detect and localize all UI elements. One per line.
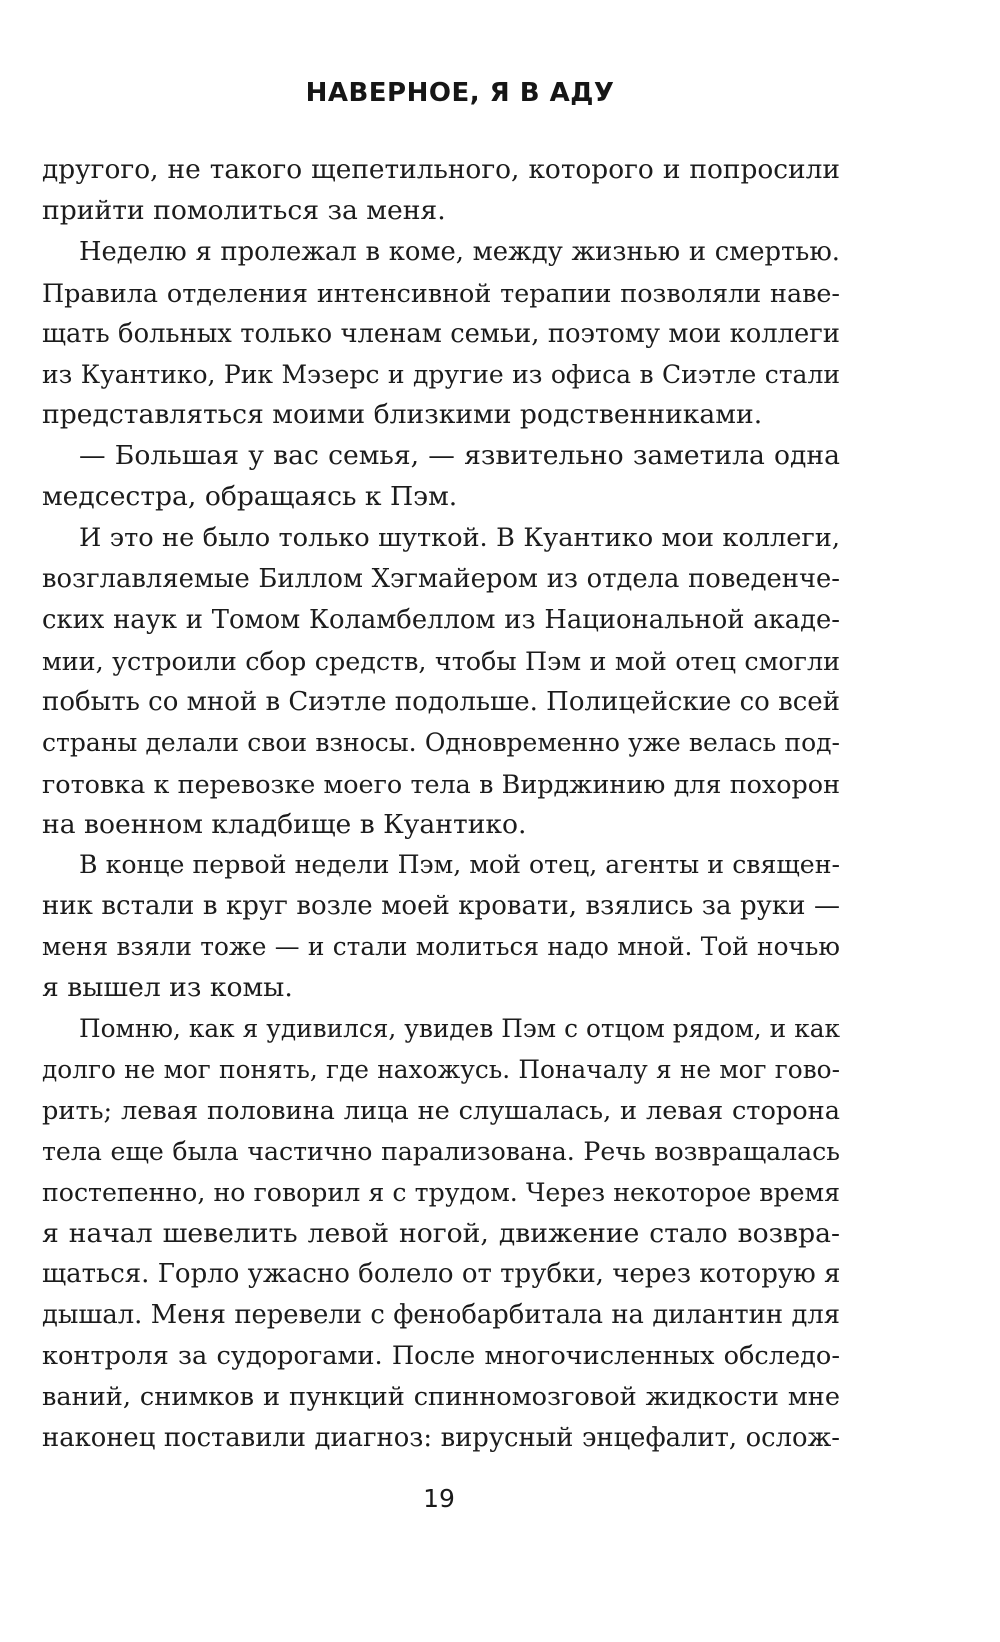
text-line: другого, не такого щепетильного, которого и попросили: [42, 154, 840, 185]
text-line: Правила отделения интенсивной терапии позволяли наве-: [42, 277, 840, 308]
text-line: из Куантико, Рик Мэзерс и другие из офиса в Сиэтле стали: [42, 359, 840, 389]
text-line: долго не мог понять, где нахожусь. Поначалу я не мог гово-: [42, 1054, 840, 1084]
text-line: страны делали свои взносы. Одновременно уже велась под-: [42, 727, 840, 757]
text-line: ник встали в круг возле моей кровати, взялись за руки —: [42, 891, 840, 922]
text-line: на военном кладбище в Куантико.: [42, 808, 527, 840]
text-line: готовка к перевозке моего тела в Вирджинию для похорон: [42, 768, 840, 799]
text-line: рить; левая половина лица не слушалась, и левая сторона: [42, 1095, 840, 1126]
text-line: щать больных только членам семьи, поэтому мои коллеги: [42, 318, 840, 349]
text-line: меня взяли тоже — и стали молиться надо мной. Той ночью: [42, 932, 840, 962]
text-line: медсестра, обращаясь к Пэм.: [42, 481, 458, 513]
body-text: [42, 150, 840, 1459]
text-line: Помню, как я удивился, увидев Пэм с отцом рядом, и как: [79, 1014, 840, 1044]
text-line: побыть со мной в Сиэтле подольше. Полицейские со всей: [42, 686, 840, 717]
text-line: возглавляемые Биллом Хэгмайером из отдела поведенче-: [42, 564, 840, 595]
text-line: я вышел из комы.: [42, 972, 293, 1004]
text-line: прийти помолиться за меня.: [42, 194, 446, 226]
text-line: В конце первой недели Пэм, мой отец, агенты и священ-: [79, 850, 840, 880]
text-line: щаться. Горло ужасно болело от трубки, через которую я: [42, 1259, 841, 1290]
text-line: дышал. Меня перевели с фенобарбитала на дилантин для: [42, 1300, 840, 1331]
running-head: НАВЕРНОЕ, Я В АДУ: [305, 78, 615, 108]
text-line: контроля за судорогами. После многочисленных обследо-: [42, 1341, 840, 1372]
text-line: Неделю я пролежал в коме, между жизнью и смертью.: [79, 236, 840, 267]
text-line: постепенно, но говорил я с трудом. Через некоторое время: [42, 1177, 840, 1207]
page-number: 19: [423, 1484, 455, 1513]
text-line: И это не было только шуткой. В Куантико мои коллеги,: [79, 523, 840, 554]
text-line: — Большая у вас семья, — язвительно заметила одна: [79, 440, 840, 472]
text-line: представляться моими близкими родственниками.: [42, 399, 763, 431]
text-line: я начал шевелить левой ногой, движение стало возвра-: [42, 1217, 840, 1249]
text-line: ваний, снимков и пункций спинномозговой жидкости мне: [42, 1382, 840, 1413]
text-line: мии, устроили сбор средств, чтобы Пэм и мой отец смогли: [42, 645, 840, 676]
text-line: ских наук и Томом Коламбеллом из Национальной акаде-: [42, 604, 840, 635]
text-line: тела еще была частично парализована. Речь возвращалась: [42, 1136, 840, 1166]
text-line: наконец поставили диагноз: вирусный энцефалит, ослож-: [42, 1423, 840, 1454]
